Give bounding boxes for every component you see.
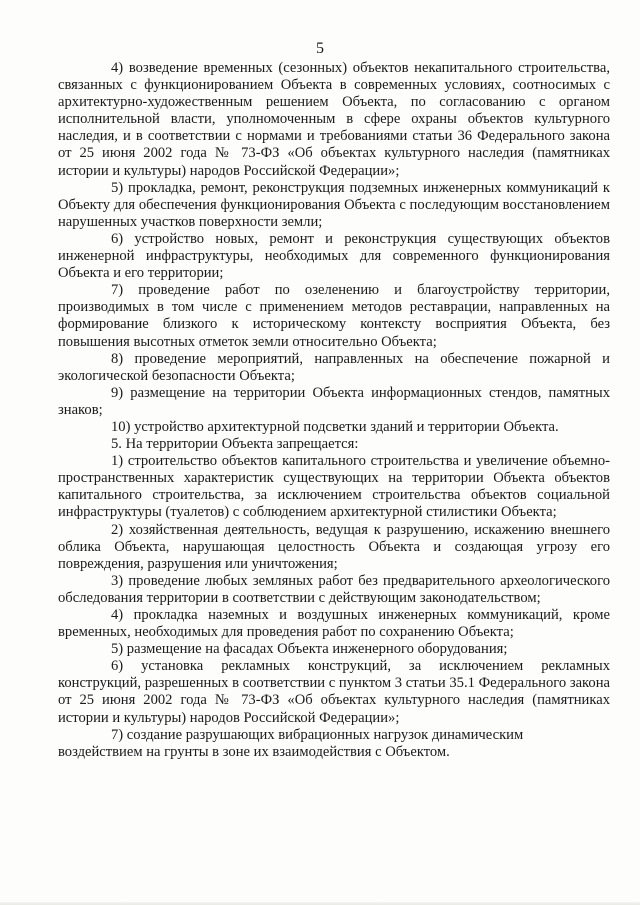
paragraph-prohibited-item-1: 1) строительство объектов капитального строительства и увеличение объемно-пространственных характеристик существующих на территории Объекта объектов капитального строительства, за исключением строительства объектов социальной инфраструктуры (туалетов) с соблюдением архитектурной стилистики Объекта; — [58, 453, 610, 521]
paragraph-permitted-item-6: 6) устройство новых, ремонт и реконструкция существующих объектов инженерной инфраструктуры, необходимых для современного функционирования Объекта и его территории; — [58, 230, 610, 282]
paragraph-permitted-item-9: 9) размещение на территории Объекта информационных стендов, памятных знаков; — [58, 384, 610, 418]
section-heading-prohibited: 5. На территории Объекта запрещается: — [111, 436, 359, 453]
paragraph-permitted-item-5: 5) прокладка, ремонт, реконструкция подземных инженерных коммуникаций к Объекту для обеспечения функционирования Объекта с последующим восстановлением нарушенных участков поверхности земли; — [58, 179, 610, 230]
paragraph-prohibited-item-5: 5) размещение на фасадах Объекта инженерного оборудования; — [111, 641, 508, 658]
paragraph-permitted-item-4: 4) возведение временных (сезонных) объектов некапитального строительства, связанных с функционированием Объекта в современных условиях, соотносимых с архитектурно-художественным решением Объекта, по согласованию с органом исполнительной власти, уполномоченным в сфере охраны объектов культурного наследия, и в соответствии с нормами и требованиями статьи 36 Федерального закона от 25 июня 2002 года № 73-ФЗ «Об объектах культурного наследия (памятниках истории и культуры) народов Российской Федерации»; — [58, 60, 610, 179]
paragraph-permitted-item-10: 10) устройство архитектурной подсветки зданий и территории Объекта. — [111, 418, 559, 435]
document-body — [58, 60, 610, 761]
paragraph-prohibited-item-2: 2) хозяйственная деятельность, ведущая к разрушению, искажению внешнего облика Объекта, нарушающая целостность Объекта и создающая угрозу его повреждения, разрушения или уничтожения; — [58, 521, 610, 572]
paragraph-prohibited-item-3: 3) проведение любых земляных работ без предварительного археологического обследования территории в соответствии с действующим законодательством; — [58, 572, 610, 606]
paragraph-permitted-item-8: 8) проведение мероприятий, направленных на обеспечение пожарной и экологической безопасности Объекта; — [58, 350, 610, 384]
paragraph-prohibited-item-6: 6) установка рекламных конструкций, за исключением рекламных конструкций, разрешенных в соответствии с пунктом 3 статьи 35.1 Федерального закона от 25 июня 2002 года № 73-ФЗ «Об объектах культурного наследия (памятниках истории и культуры) народов Российской Федерации»; — [58, 658, 610, 726]
paragraph-permitted-item-7: 7) проведение работ по озеленению и благоустройству территории, производимых в том числе с применением методов реставрации, направленных на формирование близкого к историческому контексту восприятия Объекта, без повышения высотных отметок земли относительно Объекта; — [58, 282, 610, 350]
paragraph-prohibited-item-7: 7) создание разрушающих вибрационных нагрузок динамическим воздействием на грунты в зоне их взаимодействия с Объектом. — [58, 726, 524, 760]
paragraph-prohibited-item-4: 4) прокладка наземных и воздушных инженерных коммуникаций, кроме временных, необходимых для проведения работ по сохранению Объекта; — [58, 607, 610, 641]
page-number: 5 — [316, 40, 324, 57]
